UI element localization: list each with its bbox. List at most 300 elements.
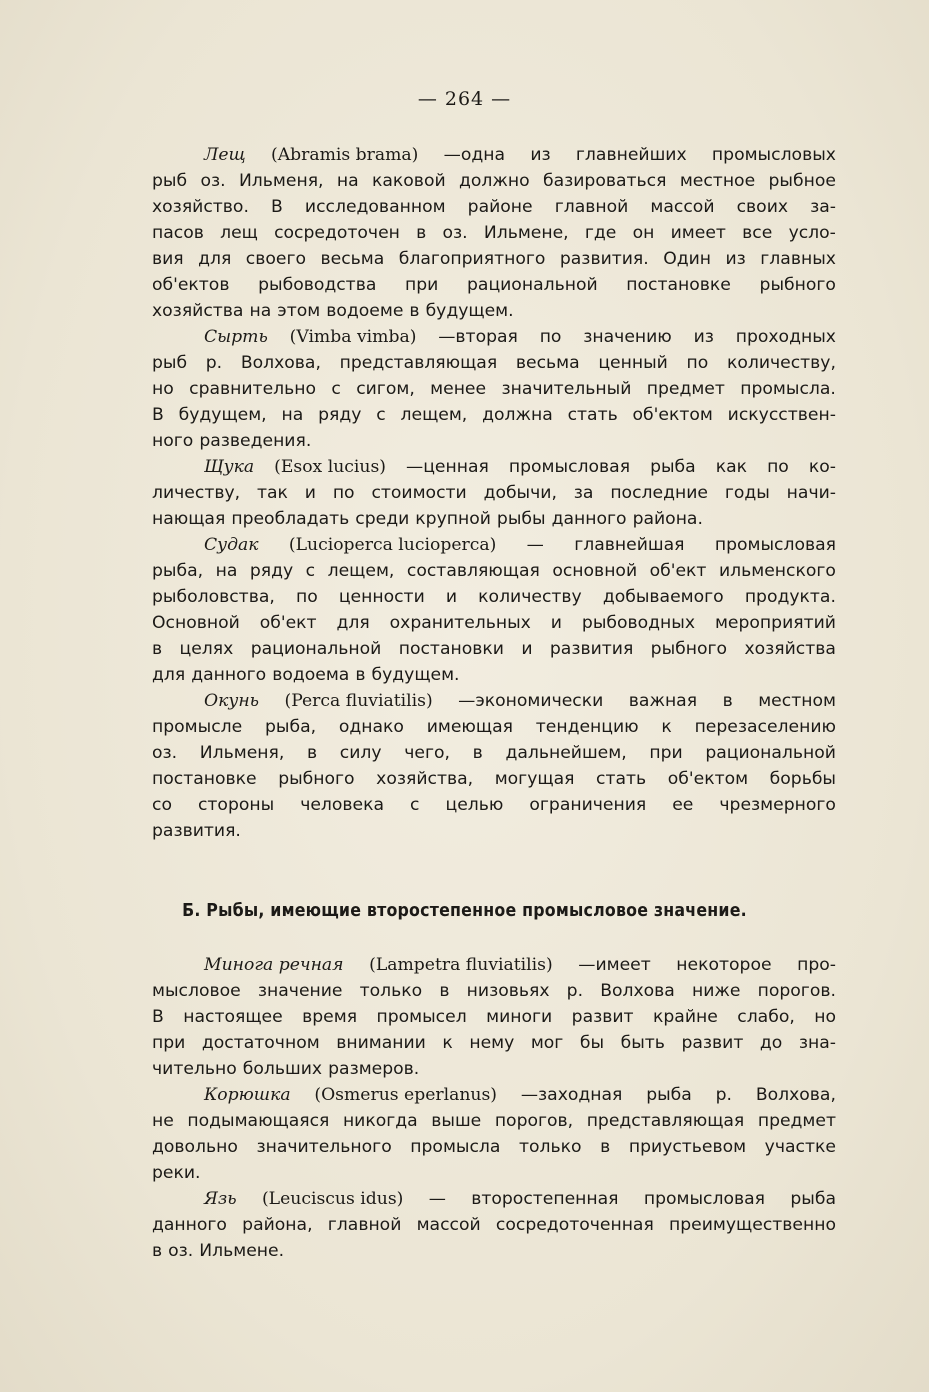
paragraph: [152, 454, 836, 532]
text-line: [152, 454, 836, 480]
fish-name: Окунь: [204, 691, 260, 711]
word: ильменского: [718, 561, 836, 581]
word: развития.: [152, 821, 241, 841]
word: р.: [715, 1085, 733, 1105]
word: рыба,: [152, 561, 204, 581]
word: подымающаяся: [187, 1111, 330, 1131]
word: только: [519, 1137, 582, 1157]
word: по: [539, 327, 562, 347]
word: в: [355, 665, 366, 685]
word: имеет: [670, 223, 726, 243]
fish-name: Судак: [204, 535, 259, 555]
word: приустьевом: [628, 1137, 747, 1157]
word: ряду: [249, 561, 294, 581]
word: чительно: [152, 1059, 237, 1079]
text-line: [152, 428, 836, 454]
word: рыба: [650, 457, 696, 477]
word: в: [439, 981, 450, 1001]
word: постановке: [626, 275, 731, 295]
word: —одна: [443, 145, 506, 165]
text-line: [152, 688, 836, 714]
word: с: [331, 379, 341, 399]
word: но: [814, 1007, 836, 1027]
word: главной: [554, 197, 629, 217]
word: оз.: [168, 1241, 194, 1261]
word: чего,: [404, 743, 450, 763]
word: охранительных: [389, 613, 531, 633]
word: промысла.: [740, 379, 836, 399]
word: но: [152, 379, 174, 399]
text-line: [152, 168, 836, 194]
word: сравнительно: [189, 379, 317, 399]
word: составляющая: [406, 561, 540, 581]
text-line: [152, 1082, 836, 1108]
word: больших: [242, 1059, 323, 1079]
word: порогов.: [757, 981, 836, 1001]
word: главных: [760, 249, 836, 269]
word: не: [152, 1111, 174, 1131]
word: в: [152, 639, 163, 659]
word: со: [152, 795, 172, 815]
word: данного: [152, 1215, 227, 1235]
word: добываемого: [602, 587, 724, 607]
word: слабо,: [737, 1007, 795, 1027]
text-line: [152, 610, 836, 636]
text-line: [152, 480, 836, 506]
word: развития.: [559, 249, 649, 269]
text-line: [152, 792, 836, 818]
word: представляющая: [586, 1111, 745, 1131]
word: крайне: [653, 1007, 718, 1027]
word: на: [215, 561, 238, 581]
word: весьма: [320, 249, 385, 269]
word: по: [686, 353, 709, 373]
text-line: [152, 584, 836, 610]
word: Ильменя,: [238, 171, 324, 191]
text-line: [152, 1030, 836, 1056]
page-number: — 264 —: [417, 88, 512, 110]
paragraph: [152, 688, 836, 844]
word: чрезмерного: [719, 795, 836, 815]
text-line: [152, 1056, 836, 1082]
text-line: [152, 1186, 836, 1212]
word: преимущественно: [669, 1215, 836, 1235]
word: будущем.: [371, 665, 460, 685]
word: данного: [191, 665, 267, 685]
word: постановке: [152, 769, 257, 789]
word: рыбоводства: [258, 275, 377, 295]
word: из: [530, 145, 551, 165]
latin-name: (Osmerus eperlanus): [314, 1085, 498, 1105]
word: никогда: [342, 1111, 418, 1131]
word: хозяйства,: [376, 769, 474, 789]
text-line: [152, 818, 836, 844]
text-line: [152, 1004, 836, 1030]
word: мог: [530, 1033, 564, 1053]
word: Один: [663, 249, 712, 269]
word: Ильмене.: [199, 1241, 285, 1261]
word: основной: [552, 561, 638, 581]
text-line: [152, 1160, 836, 1186]
word: человека: [300, 795, 385, 815]
text-line: [152, 662, 836, 688]
word: размеров.: [328, 1059, 420, 1079]
word: развития: [549, 639, 634, 659]
text-line: [152, 1134, 836, 1160]
word: реки.: [152, 1163, 201, 1183]
word: ее: [672, 795, 694, 815]
text-line: [152, 376, 836, 402]
word: ограничения: [529, 795, 647, 815]
word: для: [152, 665, 186, 685]
word: усло-: [788, 223, 836, 243]
word: при: [405, 275, 439, 295]
word: ниже: [692, 981, 741, 1001]
word: —имеет: [578, 955, 651, 975]
word: значительный: [501, 379, 632, 399]
word: местное: [679, 171, 756, 191]
word: и: [550, 613, 562, 633]
text-line: [152, 558, 836, 584]
word: оз.: [152, 743, 178, 763]
word: проходных: [735, 327, 836, 347]
word: при: [152, 1033, 186, 1053]
word: промысла: [410, 1137, 501, 1157]
word: бы: [579, 1033, 605, 1053]
word: лещ: [220, 223, 258, 243]
word: преобладать: [231, 509, 350, 529]
word: будущем,: [178, 405, 267, 425]
word: лещем,: [327, 561, 395, 581]
word: рыбного: [759, 275, 836, 295]
word: —заходная: [520, 1085, 623, 1105]
word: рыбного: [278, 769, 355, 789]
word: рыб: [152, 171, 188, 191]
word: сосредоточен: [274, 223, 400, 243]
word: в: [600, 1137, 611, 1157]
word: достаточном: [201, 1033, 320, 1053]
word: районе: [467, 197, 533, 217]
word: зна-: [798, 1033, 836, 1053]
word: промысловых: [711, 145, 836, 165]
word: рыба,: [265, 717, 317, 737]
word: однако: [338, 717, 404, 737]
word: Волхова,: [755, 1085, 836, 1105]
word: водоеме: [326, 301, 404, 321]
word: только: [359, 981, 423, 1001]
paragraph: [152, 952, 836, 1082]
text-line: [152, 194, 836, 220]
word: Волхова,: [240, 353, 321, 373]
word: где: [584, 223, 617, 243]
word: об'ектом: [667, 769, 749, 789]
fish-name: Щука: [204, 457, 255, 477]
fish-name: Минога речная: [204, 955, 344, 975]
word: рыбного: [650, 639, 728, 659]
word: будущем.: [425, 301, 514, 321]
word: промысел: [376, 1007, 467, 1027]
word: некоторое: [676, 955, 772, 975]
latin-name: (Lampetra fluviatilis): [369, 955, 553, 975]
latin-name: (Leuciscus idus): [261, 1189, 404, 1209]
text-line: [152, 506, 836, 532]
word: за: [573, 483, 594, 503]
paragraph: [152, 532, 836, 688]
word: развит: [681, 1033, 744, 1053]
word: могущая: [494, 769, 575, 789]
word: в: [472, 743, 483, 763]
word: рациональной: [705, 743, 836, 763]
word: целях: [179, 639, 234, 659]
word: рыб: [152, 353, 188, 373]
word: сигом,: [356, 379, 415, 399]
word: по: [295, 587, 318, 607]
word: об'ект: [649, 561, 707, 581]
word: к: [442, 1033, 453, 1053]
word: хозяйства: [744, 639, 836, 659]
word: рациональной: [467, 275, 598, 295]
word: рыбоводных: [581, 613, 696, 633]
paragraph: [152, 1082, 836, 1186]
word: имеющая: [426, 717, 513, 737]
word: об'ектов: [152, 275, 230, 295]
word: из: [693, 327, 714, 347]
word: годы: [724, 483, 770, 503]
word: своих: [736, 197, 789, 217]
word: в: [152, 1241, 163, 1261]
word: и: [304, 483, 316, 503]
word: значение: [257, 981, 343, 1001]
text-line: [152, 220, 836, 246]
word: оз.: [200, 171, 226, 191]
word: количеству: [478, 587, 582, 607]
word: должно: [459, 171, 530, 191]
word: начи-: [786, 483, 836, 503]
word: из: [725, 249, 746, 269]
word: как: [715, 457, 748, 477]
word: в: [416, 223, 427, 243]
word: по: [767, 457, 789, 477]
word: тенденцию: [535, 717, 639, 737]
text-line: [152, 766, 836, 792]
word: он: [632, 223, 655, 243]
text-line: [152, 714, 836, 740]
word: об'ектом: [632, 405, 713, 425]
word: менее: [430, 379, 487, 399]
word: базироваться: [542, 171, 667, 191]
word: последние: [610, 483, 708, 503]
latin-name: (Perca fluviatilis): [284, 691, 433, 711]
word: крупной: [415, 509, 491, 529]
word: промысловая: [714, 535, 836, 555]
word: выше: [431, 1111, 482, 1131]
word: нающая: [152, 509, 226, 529]
word: Ильмене,: [483, 223, 569, 243]
word: ценности: [338, 587, 425, 607]
word: настоящее: [183, 1007, 283, 1027]
word: весьма: [515, 353, 580, 373]
section-b-text: [152, 952, 836, 1264]
word: участке: [764, 1137, 836, 1157]
text-line: [152, 1108, 836, 1134]
word: на: [249, 301, 272, 321]
word: время: [302, 1007, 358, 1027]
word: с: [305, 561, 316, 581]
word: В: [152, 1007, 164, 1027]
word: данного: [551, 509, 627, 529]
word: так: [256, 483, 288, 503]
word: каковой: [372, 171, 446, 191]
word: важная: [628, 691, 698, 711]
word: количеству,: [726, 353, 836, 373]
word: на: [281, 405, 304, 425]
word: массой: [650, 197, 715, 217]
word: —: [526, 535, 544, 555]
word: быть: [620, 1033, 665, 1053]
word: второстепенная: [471, 1189, 619, 1209]
word: постановки: [398, 639, 504, 659]
word: добычи,: [483, 483, 557, 503]
latin-name: (Abramis brama): [271, 145, 419, 165]
word: ценный: [598, 353, 668, 373]
word: среди: [355, 509, 410, 529]
word: за-: [810, 197, 836, 217]
word: должна: [482, 405, 553, 425]
word: этом: [277, 301, 321, 321]
word: лещем,: [400, 405, 468, 425]
word: промысле: [152, 717, 243, 737]
word: миноги: [486, 1007, 553, 1027]
word: ного: [152, 431, 194, 451]
fish-name: Сырть: [204, 327, 268, 347]
text-line: [152, 1212, 836, 1238]
word: развит: [571, 1007, 634, 1027]
word: к: [661, 717, 672, 737]
word: Ильменя,: [199, 743, 285, 763]
word: рыба: [646, 1085, 692, 1105]
text-line: [152, 952, 836, 978]
fish-name: Лещ: [204, 145, 246, 165]
word: —: [428, 1189, 446, 1209]
word: с: [410, 795, 420, 815]
word: для: [336, 613, 370, 633]
word: в: [307, 743, 318, 763]
word: и: [445, 587, 458, 607]
word: вия: [152, 249, 184, 269]
word: стать: [596, 769, 647, 789]
word: стать: [567, 405, 618, 425]
word: мероприятий: [714, 613, 836, 633]
word: главнейших: [575, 145, 687, 165]
text-line: [152, 272, 836, 298]
word: искусствен-: [727, 405, 836, 425]
section-b-heading: Б. Рыбы, имеющие второстепенное промысловое значение.: [182, 901, 747, 921]
word: промысловая: [508, 457, 631, 477]
word: Волхова: [600, 981, 675, 1001]
word: с: [376, 405, 386, 425]
text-line: [152, 636, 836, 662]
word: —ценная: [406, 457, 489, 477]
text-line: [152, 324, 836, 350]
word: все: [742, 223, 773, 243]
word: дальнейшем,: [505, 743, 627, 763]
word: благоприятного: [398, 249, 546, 269]
word: борьбы: [769, 769, 836, 789]
word: хозяйства: [152, 301, 244, 321]
word: разведения.: [199, 431, 312, 451]
word: предмет: [646, 379, 725, 399]
word: стоимости: [371, 483, 467, 503]
word: личеству,: [152, 483, 241, 503]
latin-name: (Vimba vimba): [289, 327, 417, 347]
text-line: [152, 142, 836, 168]
word: сосредоточенная: [495, 1215, 654, 1235]
fish-name: Корюшка: [204, 1085, 291, 1105]
latin-name: (Esox lucius): [274, 457, 387, 477]
word: хозяйство.: [152, 197, 249, 217]
word: мысловое: [152, 981, 241, 1001]
text-line: [152, 532, 836, 558]
word: исследованном: [304, 197, 446, 217]
word: нему: [469, 1033, 515, 1053]
text-line: [152, 402, 836, 428]
word: для: [198, 249, 232, 269]
word: рыба: [790, 1189, 836, 1209]
word: до: [759, 1033, 783, 1053]
word: низовьях: [466, 981, 550, 1001]
word: про-: [797, 955, 836, 975]
word: предмет: [757, 1111, 836, 1131]
word: массой: [416, 1215, 481, 1235]
word: района.: [632, 509, 703, 529]
text-line: [152, 1238, 836, 1264]
word: Основной: [152, 613, 240, 633]
word: внимании: [336, 1033, 426, 1053]
word: рыбы: [496, 509, 546, 529]
fish-name: Язь: [204, 1189, 237, 1209]
word: главной: [327, 1215, 402, 1235]
text-line: [152, 740, 836, 766]
word: своего: [245, 249, 307, 269]
section-a-text: [152, 142, 836, 844]
word: об'ект: [259, 613, 317, 633]
word: местном: [758, 691, 836, 711]
word: довольно: [152, 1137, 238, 1157]
word: по: [332, 483, 355, 503]
word: р.: [205, 353, 223, 373]
word: порогов,: [494, 1111, 574, 1131]
word: рыболовства,: [152, 587, 275, 607]
word: —вторая: [438, 327, 518, 347]
word: пасов: [152, 223, 204, 243]
word: ряду: [318, 405, 362, 425]
word: рациональной: [250, 639, 382, 659]
word: продукта.: [744, 587, 836, 607]
text-line: [152, 298, 836, 324]
word: силу: [339, 743, 382, 763]
word: —экономически: [458, 691, 604, 711]
word: при: [649, 743, 683, 763]
word: стороны: [197, 795, 275, 815]
word: в: [409, 301, 420, 321]
word: в: [722, 691, 733, 711]
word: промысловая: [643, 1189, 766, 1209]
word: водоема: [272, 665, 350, 685]
word: района,: [242, 1215, 313, 1235]
paragraph: [152, 1186, 836, 1264]
word: значению: [583, 327, 672, 347]
word: перезаселению: [694, 717, 836, 737]
